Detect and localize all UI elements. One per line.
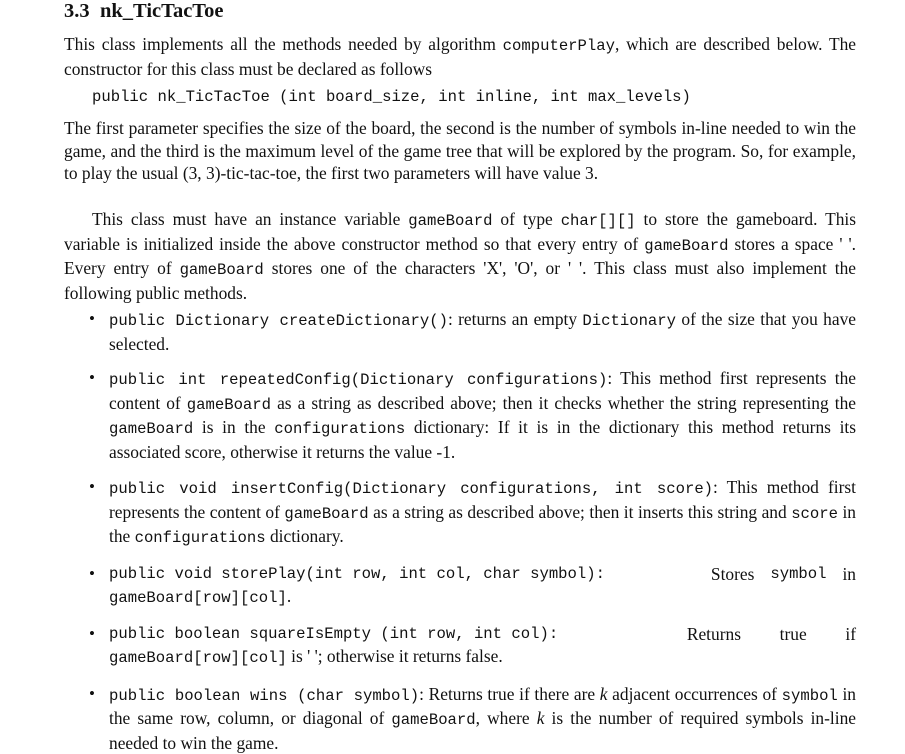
bullet-icon: •: [89, 683, 95, 706]
code-gameboard: gameBoard: [187, 396, 271, 414]
math-k: k: [600, 684, 608, 704]
board-text-3: to store the gameboard. This variable is initialized inside the above constructor method so that every entry of: [64, 209, 856, 254]
method-item-store-play: [64, 563, 856, 610]
method-item-square-is-empty: [64, 623, 856, 670]
method-text: if: [845, 623, 856, 646]
code-configurations: configurations: [135, 529, 266, 547]
code-gameboard-2: gameBoard: [644, 237, 728, 255]
intro-text-2: , which are described below. The constructor for this class must be declared as follows: [64, 34, 856, 79]
code-gameboard: gameBoard: [109, 420, 193, 438]
method-text: in the: [109, 502, 856, 547]
code-gameboard-cell: gameBoard[row][col]: [109, 589, 287, 607]
board-paragraph: [64, 208, 856, 304]
method-text: dictionary: If it is in the dictionary this method returns its associated score, otherwise it returns the value -1.: [109, 417, 856, 462]
constructor-signature: public nk_TicTacToe (int board_size, int inline, int max_levels): [92, 86, 691, 109]
method-second-line: [109, 585, 856, 610]
method-signature: public boolean squareIsEmpty (int row, int col):: [109, 623, 558, 646]
math-k: k: [537, 708, 545, 728]
method-text: is ' '; otherwise it returns false.: [287, 646, 503, 666]
code-configurations: configurations: [274, 420, 405, 438]
method-text: Stores: [621, 563, 754, 586]
code-dictionary: Dictionary: [582, 312, 676, 330]
method-second-line: [109, 645, 856, 670]
method-text: as a string as described above; then it inserts this string and: [369, 502, 792, 522]
method-item-wins: [64, 683, 856, 754]
method-first-line: [109, 563, 856, 586]
board-text-4: stores a space ' '. Every entry of: [64, 234, 856, 279]
method-text: true: [780, 623, 807, 646]
section-heading: [64, 0, 223, 24]
method-text: as a string as described above; then it checks whether the string representing the: [271, 393, 856, 413]
code-score: score: [791, 505, 838, 523]
method-signature: public void storePlay(int row, int col, char symbol):: [109, 563, 605, 586]
code-gameboard-cell: gameBoard[row][col]: [109, 649, 287, 667]
section-number: 3.3: [64, 0, 100, 24]
method-signature: public int repeatedConfig(Dictionary configurations): [109, 371, 607, 389]
code-gameboard: gameBoard: [391, 711, 475, 729]
intro-paragraph: [64, 33, 856, 80]
method-text: .: [287, 586, 291, 606]
method-text: in: [842, 563, 856, 586]
method-text: Returns: [597, 623, 741, 646]
method-item-create-dictionary: [64, 308, 856, 355]
method-text: , where: [476, 708, 537, 728]
method-text: adjacent occurrences of: [607, 684, 781, 704]
method-text: in the same row, column, or diagonal of: [109, 684, 856, 729]
code-gameboard: gameBoard: [284, 505, 368, 523]
bullet-icon: •: [89, 563, 95, 586]
method-item-repeated-config: [64, 367, 856, 463]
intro-text-1: This class implements all the methods needed by algorithm: [64, 34, 503, 54]
method-text: is the number of required symbols in-line needed to win the game.: [109, 708, 856, 753]
method-first-line: [109, 623, 856, 646]
code-computerplay: computerPlay: [503, 37, 615, 55]
code-symbol: symbol: [782, 687, 838, 705]
board-text-1: This class must have an instance variable: [92, 209, 408, 229]
method-text: is in the: [193, 417, 274, 437]
params-paragraph: The first parameter specifies the size of the board, the second is the number of symbols in-line needed to win the game, and the third is the maximum level of the game tree that will be explored by the program. So, for example, to play the usual (3, 3)-tic-tac-toe, the first two parameters will have value 3.: [64, 117, 856, 185]
bullet-icon: •: [89, 308, 95, 331]
bullet-icon: •: [89, 476, 95, 499]
method-item-insert-config: [64, 476, 856, 550]
method-text: : This method first represents the content of: [109, 477, 856, 522]
method-text: of the size that you have selected.: [109, 309, 856, 354]
method-signature: public boolean wins (char symbol): [109, 687, 419, 705]
code-char-array: char[][]: [561, 212, 636, 230]
method-text: : This method first represents the content of: [109, 368, 856, 413]
method-list: [64, 308, 856, 754]
board-text-5: stores one of the characters 'X', 'O', or ' '. This class must also implement the following public methods.: [64, 258, 856, 303]
method-signature: public Dictionary createDictionary(): [109, 312, 448, 330]
bullet-icon: •: [89, 623, 95, 646]
method-text: dictionary.: [266, 526, 344, 546]
section-title: nk_TicTacToe: [100, 0, 223, 22]
bullet-icon: •: [89, 367, 95, 390]
method-signature: public void insertConfig(Dictionary configurations, int score): [109, 480, 713, 498]
method-text: : Returns true if there are: [419, 684, 600, 704]
code-symbol: symbol: [770, 563, 826, 586]
board-text-2: of type: [492, 209, 560, 229]
code-gameboard-1: gameBoard: [408, 212, 492, 230]
method-text: : returns an empty: [448, 309, 582, 329]
code-gameboard-3: gameBoard: [180, 261, 264, 279]
